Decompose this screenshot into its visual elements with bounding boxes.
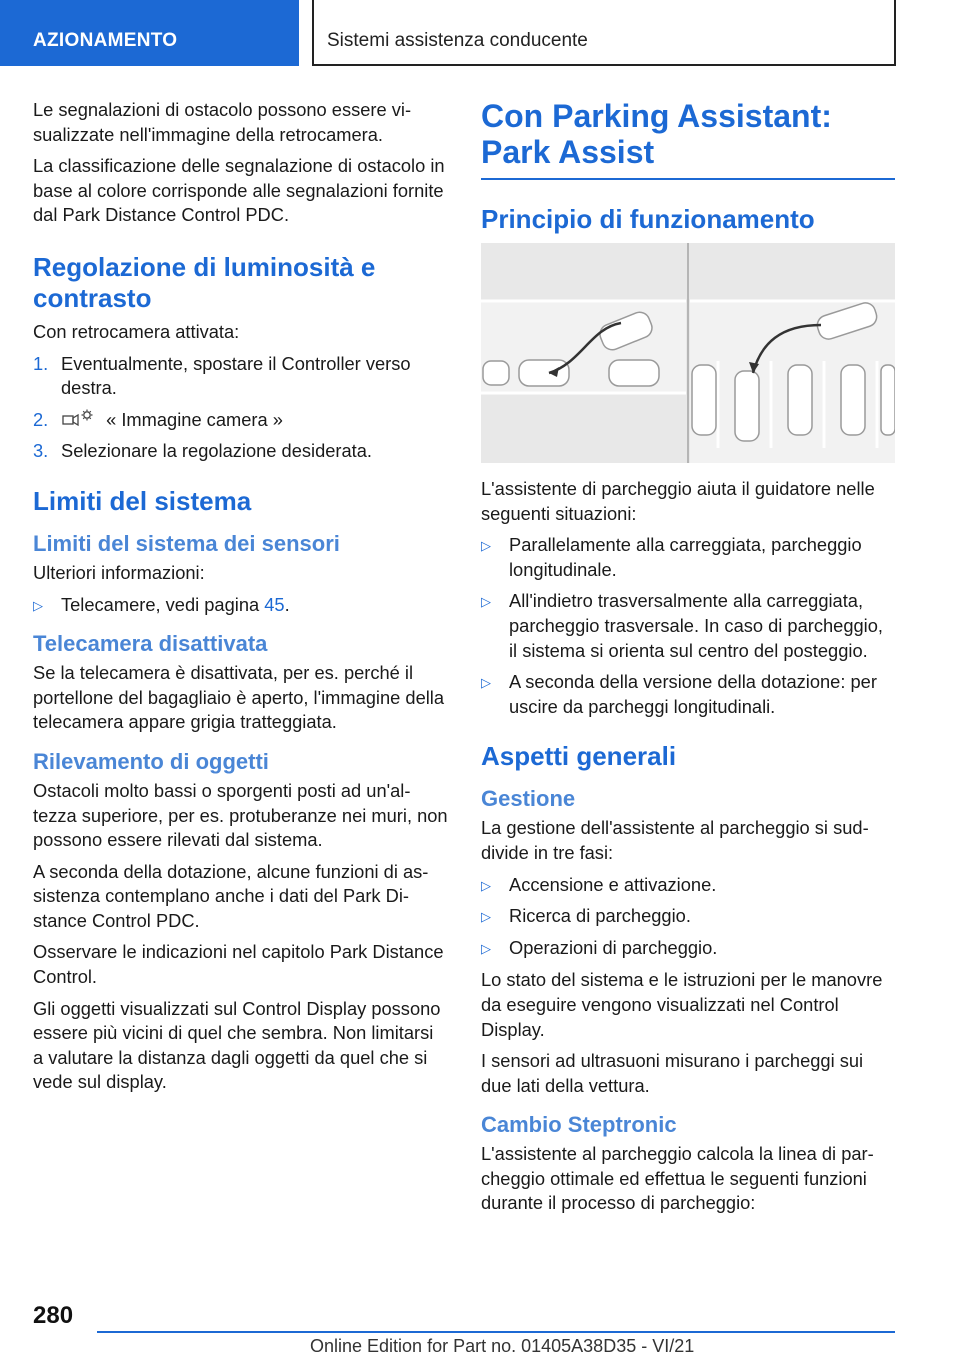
step-text: « Immagine camera » (106, 408, 283, 430)
principle-text: L'assistente di parcheggio aiuta il guidatore nelle seguenti situazioni: (481, 478, 875, 524)
list-item (33, 439, 448, 464)
bullet-text: A seconda della versione della dotazione: per uscire da parcheggi longitudinali. (509, 671, 877, 717)
bullet-end: . (284, 593, 290, 615)
bullet-text: Operazioni di parcheggio. (509, 936, 718, 958)
detection-paragraph-3: Osservare le indicazioni nel capitolo Park Distance Control. (33, 941, 444, 988)
management-text: La gestione dell'assistente al parcheggio si suddivide in tre fasi: (481, 817, 869, 863)
step-text: Selezionare la regolazione desiderata. (61, 440, 372, 462)
sensor-limits-list (33, 593, 448, 618)
triangle-bullet-icon: ▷ (481, 877, 491, 893)
list-item (481, 936, 895, 961)
sensor-limits-text: Ulteriori informazioni: (33, 561, 205, 583)
footer-divider (97, 1331, 895, 1333)
main-heading: Con Parking Assistant: Park Assist (481, 98, 895, 180)
phases-list (481, 873, 895, 961)
intro-paragraph-1: Le segnalazioni di ostacolo possono essere visualizzate nell'immagine della retrocamera. (33, 99, 412, 145)
steptronic-heading: Cambio Steptronic (481, 1112, 677, 1138)
detection-heading: Rilevamento di oggetti (33, 748, 269, 774)
sensor-limits-heading: Limiti del sistema dei sensori (33, 530, 340, 556)
detection-paragraph-1: Ostacoli molto bassi o sporgenti posti ad un'altezza superiore, per es. protuberanze nei muri, non possono essere rilevati dal sistema. (33, 779, 448, 851)
section-title: AZIONAMENTO (33, 30, 178, 51)
bullet-text: Ricerca di parcheggio. (509, 905, 691, 927)
parking-illustration (481, 243, 895, 463)
triangle-bullet-icon: ▷ (481, 675, 491, 691)
list-item (33, 408, 448, 433)
principle-heading: Principio di funzionamento (481, 204, 815, 234)
bullet-text: Telecamere, vedi pagina (61, 593, 265, 615)
detection-paragraph-2: A seconda della dotazione, alcune funzioni di assistenza contemplano anche i dati del Park Distance Control PDC. (33, 860, 429, 931)
triangle-bullet-icon: ▷ (481, 594, 491, 610)
camera-off-text: Se la telecamera è disattivata, per es. perché il portellone del bagagliaio è aperto, l'immagine della telecamera appare grigia tratteggiata. (33, 662, 445, 733)
list-item (481, 533, 895, 582)
situations-list (481, 533, 895, 719)
step-number: 2. (33, 408, 49, 430)
list-item (481, 670, 895, 719)
triangle-bullet-icon: ▷ (481, 538, 491, 554)
status-text: Lo stato del sistema e le istruzioni per le manovre da eseguire vengono visualizzati nel Control Display. (481, 969, 883, 1040)
general-heading: Aspetti generali (481, 741, 677, 772)
bullet-text: Parallelamente alla carreggiata, parcheggio longitudinale. (509, 534, 862, 580)
bullet-text: Accensione e attivazione. (509, 873, 717, 895)
step-number: 1. (33, 352, 49, 374)
list-item (481, 904, 895, 929)
section-tab (0, 0, 299, 66)
camera-off-heading: Telecamera disattivata (33, 631, 268, 657)
step-number: 3. (33, 440, 49, 462)
bullet-text: All'indietro trasversalmente alla carreggiata, parcheggio trasversale. In caso di parcheggio, il sistema si orienta sul centro del posteggio. (509, 590, 883, 661)
intro-paragraph-2: La classificazione delle segnalazione di ostacolo in base al colore corrisponde alle segnalazioni fornite dal Park Distance Control PDC. (33, 155, 445, 226)
chapter-title: Sistemi assistenza conducente (327, 30, 588, 51)
triangle-bullet-icon: ▷ (33, 597, 43, 613)
limits-heading: Limiti del sistema (33, 485, 252, 516)
left-column (33, 98, 448, 1102)
page-link[interactable]: 45 (264, 593, 285, 615)
page-number: 280 (33, 1302, 74, 1329)
chapter-tab (312, 0, 896, 66)
triangle-bullet-icon: ▷ (481, 909, 491, 925)
right-column (481, 98, 895, 1223)
list-item (33, 352, 448, 401)
management-heading: Gestione (481, 786, 576, 812)
list-item (33, 593, 448, 618)
triangle-bullet-icon: ▷ (481, 940, 491, 956)
steptronic-text: L'assistente al parcheggio calcola la linea di parcheggio ottimale ed effettua le seguenti funzioni durante il processo di parcheggio: (481, 1143, 874, 1214)
camera-settings-icon (61, 408, 95, 430)
brightness-text: Con retrocamera attivata: (33, 320, 240, 342)
step-text: Eventualmente, spostare il Controller verso destra. (61, 352, 411, 399)
footer-edition: Online Edition for Part no. 01405A38D35 - VI/21 (310, 1336, 695, 1356)
steps-list (33, 352, 448, 464)
sensors-text: I sensori ad ultrasuoni misurano i parcheggi sui due lati della vettura. (481, 1050, 864, 1096)
brightness-heading: Regolazione di luminosità e contrasto (33, 251, 376, 313)
list-item (481, 873, 895, 898)
list-item (481, 589, 895, 663)
detection-paragraph-4: Gli oggetti visualizzati sul Control Display possono essere più vicini di quel che sembra. Non limitarsi a valutare la distanza dagli oggetti da quel che si vede sul display. (33, 997, 441, 1093)
